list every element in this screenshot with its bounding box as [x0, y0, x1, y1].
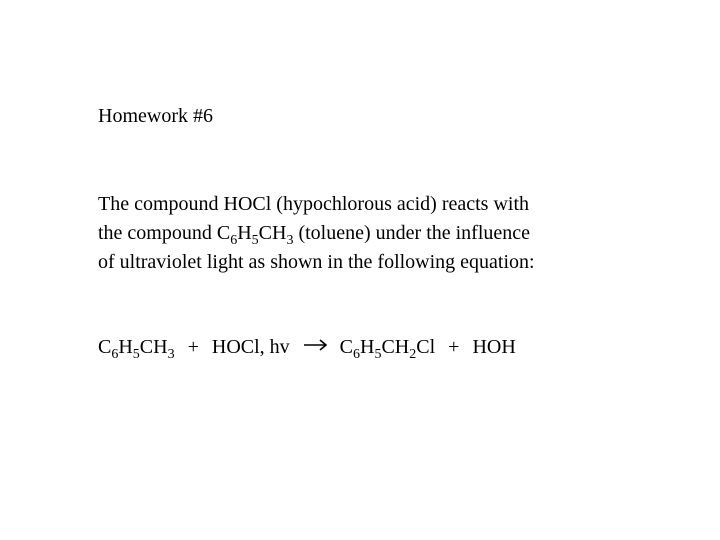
product-ch: CH — [381, 336, 410, 358]
reactant-toluene — [98, 336, 175, 362]
product-h-subscript: 5 — [374, 347, 382, 362]
reactant-ch-subscript: 3 — [167, 347, 175, 362]
subscript-5: 5 — [251, 233, 259, 248]
reactant-ch: CH — [139, 336, 168, 358]
product-water: HOH — [472, 336, 516, 358]
plus-sign-1: + — [187, 336, 199, 358]
slide-title: Homework #6 — [98, 105, 213, 127]
reactant-h: H — [118, 336, 133, 358]
plus-sign-2: + — [448, 336, 460, 358]
problem-paragraph — [98, 190, 658, 277]
reactant-c: C — [98, 336, 112, 358]
reactant-h-subscript: 5 — [132, 347, 140, 362]
product-c-subscript: 6 — [353, 347, 361, 362]
paragraph-line-1: The compound HOCl (hypochlorous acid) reacts with — [98, 193, 530, 215]
product-h: H — [360, 336, 375, 358]
line2-text-c: CH — [258, 222, 287, 244]
paragraph-line-3: of ultraviolet light as shown in the following equation: — [98, 251, 535, 273]
line2-text-d: (toluene) under the influence — [293, 222, 531, 244]
subscript-3: 3 — [286, 233, 294, 248]
reagent-hocl: HOCl, hv — [211, 336, 290, 358]
product-ch-subscript: 2 — [409, 347, 417, 362]
reactant-c-subscript: 6 — [111, 347, 119, 362]
subscript-6: 6 — [230, 233, 238, 248]
line2-text-a: the compound C — [98, 222, 231, 244]
chemical-equation — [98, 334, 516, 361]
product-cl: Cl — [416, 336, 436, 358]
line2-text-b: H — [237, 222, 252, 244]
product-c: C — [339, 336, 354, 358]
product-benzyl-chloride — [339, 336, 436, 362]
reaction-arrow-icon — [303, 333, 329, 359]
paragraph-line-2 — [98, 219, 658, 248]
